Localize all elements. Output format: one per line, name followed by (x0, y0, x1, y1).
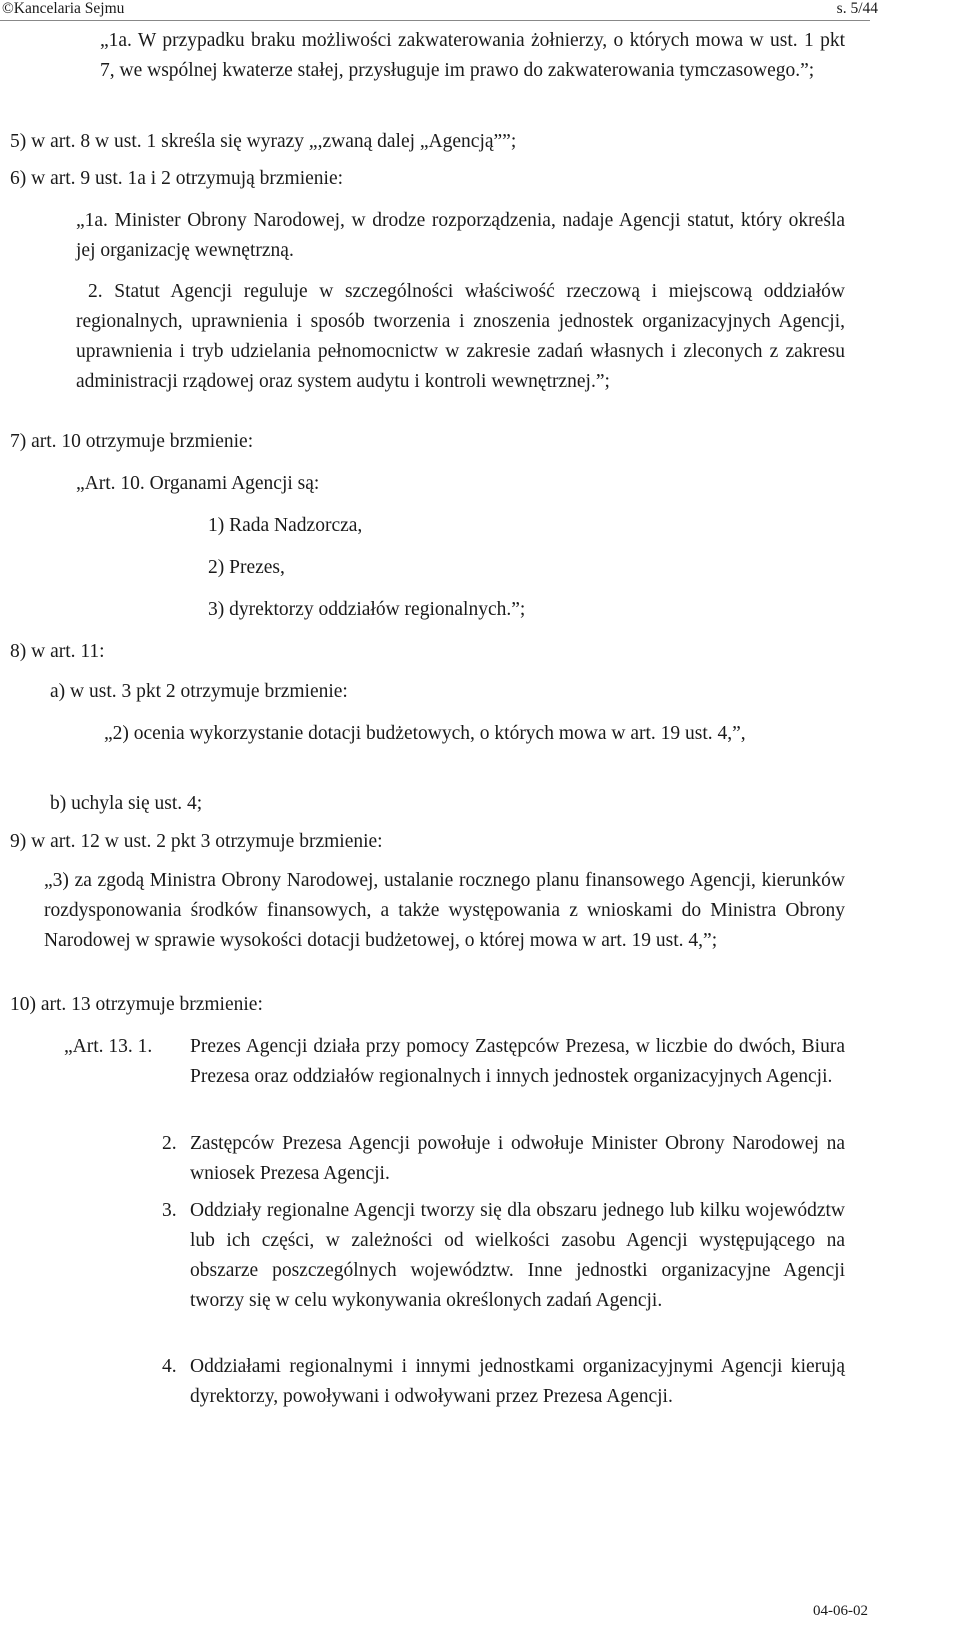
item-7-article-10: „Art. 10. Organami Agencji są: (76, 473, 320, 494)
footer-date: 04-06-02 (813, 1603, 868, 1619)
item-10-paragraph-2-number: 2. (162, 1133, 177, 1154)
item-8: 8) w art. 11: (10, 641, 105, 662)
item-7: 7) art. 10 otrzymuje brzmienie: (10, 431, 254, 452)
item-8-b: b) uchyla się ust. 4; (50, 793, 203, 814)
item-5: 5) w art. 8 w ust. 1 skreśla się wyrazy „,zwaną dalej „Agencją””; (10, 131, 517, 152)
item-6-paragraph-1a: „1a. Minister Obrony Narodowej, w drodze rozporządzenia, nadaje Agencji statut, który określa jej organizację wewnętrzną. (76, 210, 845, 261)
item-6-paragraph-2: 2. Statut Agencji reguluje w szczególności właściwość rzeczową i miejscową oddziałów regionalnych, uprawnienia i sposób tworzenia i znoszenia jednostek organizacyjnych Agencji, uprawnienia i tryb udzielania pełnomocnictw w zakresie zadań własnych i zleconych z zakresu administracji rządowej oraz system audytu i kontroli wewnętrznej.”; (76, 281, 845, 392)
header-divider (0, 20, 870, 21)
item-9: 9) w art. 12 w ust. 2 pkt 3 otrzymuje brzmienie: (10, 831, 383, 852)
item-10-paragraph-1: Prezes Agencji działa przy pomocy Zastępców Prezesa, w liczbie do dwóch, Biura Prezesa oraz oddziałów regionalnych i innych jednostek organizacyjnych Agencji. (190, 1036, 845, 1087)
item-10-article-label: „Art. 13. 1. (64, 1036, 153, 1057)
item-10-paragraph-2: Zastępców Prezesa Agencji powołuje i odwołuje Minister Obrony Narodowej na wniosek Prezesa Agencji. (190, 1133, 845, 1184)
item-10-paragraph-3: Oddziały regionalne Agencji tworzy się dla obszaru jednego lub kilku województw lub ich części, w zależności od wielkości zasobu Agencji występującego na obszarze poszczególnych województw. Inne jednostki organizacyjne Agencji tworzy się w celu wykonywania określonych zadań Agencji. (190, 1200, 845, 1311)
item-6: 6) w art. 9 ust. 1a i 2 otrzymują brzmienie: (10, 168, 344, 189)
item-10-paragraph-4-number: 4. (162, 1356, 177, 1377)
header-page-number: s. 5/44 (836, 0, 878, 17)
paragraph-1a-insert: „1a. W przypadku braku możliwości zakwaterowania żołnierzy, o których mowa w ust. 1 pkt 7, we wspólnej kwaterze stałej, przysługuje im prawo do zakwaterowania tymczasowego.”; (100, 30, 845, 81)
item-7-list-1: 1) Rada Nadzorcza, (208, 515, 363, 536)
item-9-text: „3) za zgodą Ministra Obrony Narodowej, ustalanie rocznego planu finansowego Agencji, kierunków rozdysponowania środków finansowych, a także występowania z wnioskami do Ministra Obrony Narodowej w sprawie wysokości dotacji budżetowej, o której mowa w art. 19 ust. 4,”; (44, 870, 845, 951)
item-7-list-3: 3) dyrektorzy oddziałów regionalnych.”; (208, 599, 526, 620)
header-source: ©Kancelaria Sejmu (2, 0, 125, 17)
item-10-paragraph-4: Oddziałami regionalnymi i innymi jednostkami organizacyjnymi Agencji kierują dyrektorzy, powoływani i odwoływani przez Prezesa Agencji. (190, 1356, 845, 1407)
item-8-a-text: „2) ocenia wykorzystanie dotacji budżetowych, o których mowa w art. 19 ust. 4,”, (104, 723, 746, 744)
item-7-list-2: 2) Prezes, (208, 557, 285, 578)
item-10-paragraph-3-number: 3. (162, 1200, 177, 1221)
item-8-a: a) w ust. 3 pkt 2 otrzymuje brzmienie: (50, 681, 348, 702)
item-10: 10) art. 13 otrzymuje brzmienie: (10, 994, 263, 1015)
